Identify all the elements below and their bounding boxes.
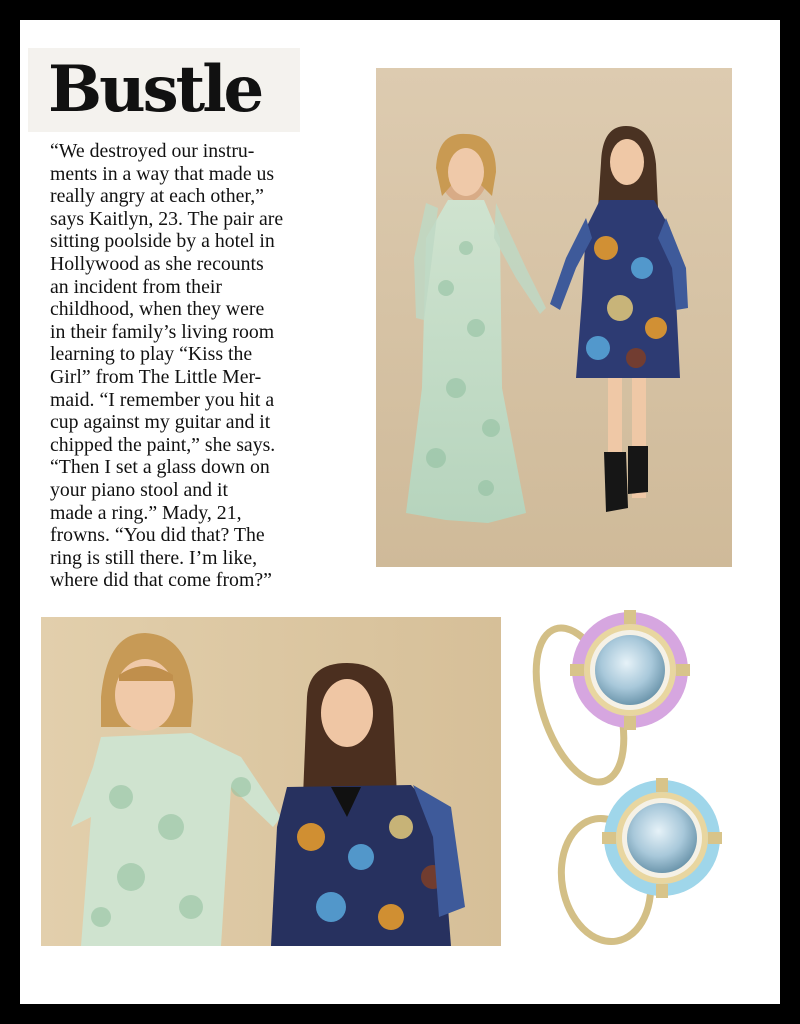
article-line: ring is still there. I’m like, (50, 546, 258, 569)
article-line: frowns. “You did that? The (50, 524, 265, 547)
article-line: “Then I set a glass down on (50, 456, 270, 479)
article-line: in their family’s living room (50, 320, 275, 343)
two-women-standing-photo (376, 68, 732, 567)
article-line: an incident from their (50, 275, 222, 298)
article-line: cup against my guitar and it (50, 411, 271, 434)
article-line: says Kaitlyn, 23. The pair are (50, 207, 284, 230)
two-women-laughing-photo (41, 617, 501, 946)
article-line: sitting poolside by a hotel in (50, 230, 275, 253)
article-line: made a ring.” Mady, 21, (50, 501, 242, 524)
article-line: learning to play “Kiss the (50, 343, 253, 366)
article-line: maid. “I remember you hit a (50, 388, 275, 411)
article-line: “We destroyed our instru- (50, 140, 255, 162)
article-line: where did that come from?” (50, 569, 272, 592)
article-line: childhood, when they were (50, 298, 265, 321)
article-line: Girl” from The Little Mer- (50, 365, 262, 388)
article-line: Hollywood as she recounts (50, 252, 264, 275)
enamel-topaz-rings-photo (520, 600, 750, 960)
article-line: really angry at each other,” (50, 185, 264, 208)
article-line: chipped the paint,” she says. (50, 433, 276, 456)
article-line: ments in a way that made us (50, 162, 275, 185)
bustle-logo: Bustle (48, 52, 262, 127)
article-line: your piano stool and it (50, 478, 229, 501)
article-body (50, 140, 350, 592)
